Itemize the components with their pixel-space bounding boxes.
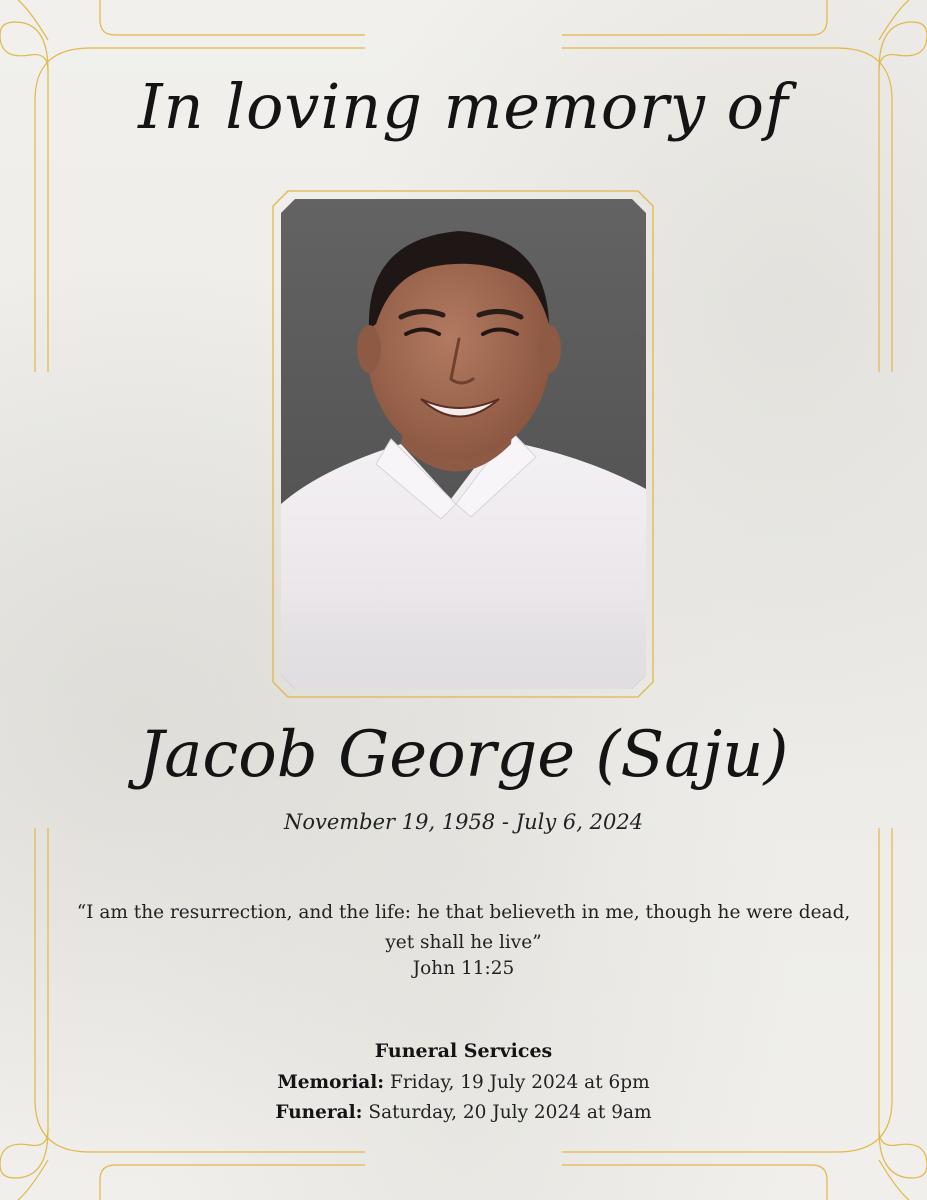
memorial-value: Friday, 19 July 2024 at 6pm	[390, 1072, 650, 1093]
memorial-service-line	[0, 1072, 927, 1093]
funeral-label: Funeral:	[275, 1102, 363, 1123]
scripture-reference: John 11:25	[412, 958, 515, 979]
portrait-photo	[281, 199, 646, 689]
funeral-value: Saturday, 20 July 2024 at 9am	[368, 1102, 652, 1123]
services-title: Funeral Services	[374, 1040, 553, 1062]
life-dates: November 19, 1958 - July 6, 2024	[283, 810, 644, 834]
scripture-quote: “I am the resurrection, and the life: he that believeth in me, though he were dead, yet shall he live”	[76, 902, 851, 953]
memorial-label: Memorial:	[277, 1072, 385, 1093]
deceased-name: Jacob George (Saju)	[138, 718, 789, 792]
page-heading: In loving memory of	[138, 70, 789, 143]
funeral-service-line	[0, 1102, 927, 1123]
